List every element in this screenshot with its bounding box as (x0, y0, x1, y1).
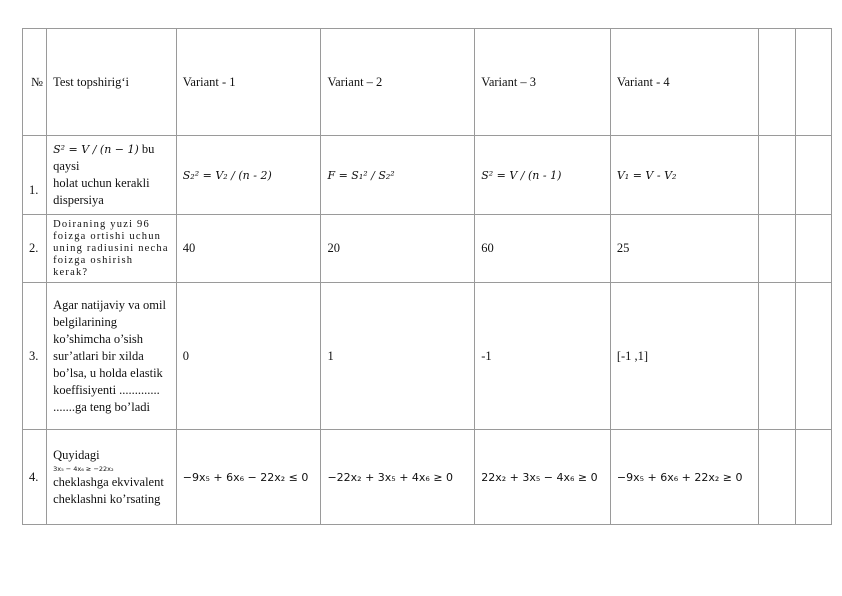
test-table (22, 28, 832, 525)
task-formula: 3x₅ − 4x₆ ≥ −22x₂ (53, 464, 114, 473)
extra-cell-1 (758, 215, 795, 283)
variant-3-cell: 22x₂ + 3x₅ − 4x₆ ≥ 0 (475, 430, 611, 525)
header-variant-3: Variant – 3 (475, 29, 611, 136)
header-extra-1 (758, 29, 795, 136)
extra-cell-2 (795, 283, 831, 430)
variant-4-cell: [-1 ,1] (610, 283, 758, 430)
extra-cell-1 (758, 283, 795, 430)
variant-4-cell: 25 (610, 215, 758, 283)
header-num: № (23, 29, 47, 136)
task-formula: S² = V / (n − 1) (53, 143, 139, 156)
header-variant-1: Variant - 1 (176, 29, 321, 136)
variant-4-cell: −9x₅ + 6x₆ + 22x₂ ≥ 0 (610, 430, 758, 525)
header-extra-2 (795, 29, 831, 136)
variant-1-cell: 40 (176, 215, 321, 283)
header-variant-2: Variant – 2 (321, 29, 475, 136)
row-number: 4. (23, 430, 47, 525)
variant-1-cell: S₂² = V₂ / (n - 2) (176, 136, 321, 215)
row-number: 3. (23, 283, 47, 430)
variant-2-cell: F = S₁² / S₂² (321, 136, 475, 215)
row-number: 2. (23, 215, 47, 283)
task-text-b: holat uchun kerakli dispersiya (53, 176, 150, 207)
variant-2-cell: −22x₂ + 3x₅ + 4x₆ ≥ 0 (321, 430, 475, 525)
table-row (23, 215, 832, 283)
row-number: 1. (23, 136, 47, 215)
table-row (23, 283, 832, 430)
variant-3-cell: -1 (475, 283, 611, 430)
extra-cell-2 (795, 430, 831, 525)
table-row (23, 136, 832, 215)
extra-cell-2 (795, 215, 831, 283)
variant-2-cell: 20 (321, 215, 475, 283)
task-text-a: bu qaysi (53, 142, 155, 173)
task-text-b: cheklashga ekvivalent cheklashni ko’rsating (53, 474, 164, 506)
extra-cell-1 (758, 136, 795, 215)
variant-1-cell: −9x₅ + 6x₆ − 22x₂ ≤ 0 (176, 430, 321, 525)
task-cell (47, 430, 177, 525)
extra-cell-1 (758, 430, 795, 525)
variant-3-cell: 60 (475, 215, 611, 283)
variant-4-cell: V₁ = V - V₂ (610, 136, 758, 215)
task-text-a: Quyidagi (53, 447, 100, 462)
task-cell (47, 136, 177, 215)
variant-3-cell: S² = V / (n - 1) (475, 136, 611, 215)
variant-2-cell: 1 (321, 283, 475, 430)
variant-1-cell: 0 (176, 283, 321, 430)
header-row (23, 29, 832, 136)
extra-cell-2 (795, 136, 831, 215)
table-row (23, 430, 832, 525)
header-variant-4: Variant - 4 (610, 29, 758, 136)
header-task: Test topshirig‘i (47, 29, 177, 136)
task-cell: Doiraning yuzi 96 foizga ortishi uchun uning radiusini necha foizga oshirish kerak? (47, 215, 177, 283)
task-cell: Agar natijaviy va omil belgilarining ko’shimcha o’sish sur’atlari bir xilda bo’lsa, u holda elastik koeffisiyenti ............. .......ga teng bo’ladi (47, 283, 177, 430)
